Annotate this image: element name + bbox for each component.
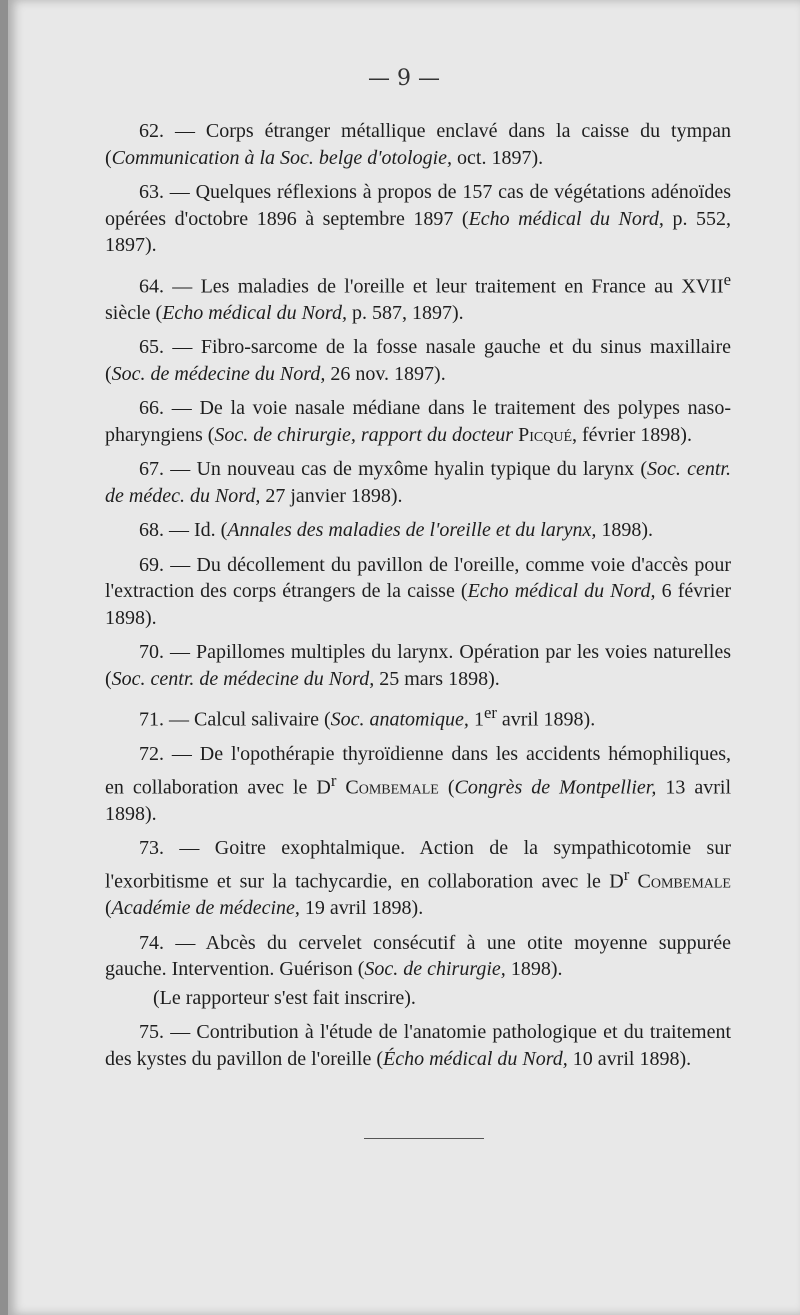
- entry-68: [105, 517, 731, 544]
- entry-62: [105, 118, 731, 171]
- entry-text: (: [105, 897, 112, 920]
- entry-number: 65. —: [139, 336, 193, 359]
- entry-text: 1: [468, 708, 484, 731]
- entry-number: 62. —: [139, 120, 195, 142]
- entry-text: 26 nov. 1897).: [325, 362, 446, 385]
- superscript: r: [330, 770, 337, 790]
- entry-text: De la voie nasale médiane dans le traitement des polypes naso-pharyngiens (: [105, 397, 731, 446]
- entry-text: Du décollement du pavillon de l'oreille, comme voie d'accès pour l'extraction des corps étrangers de la caisse (: [105, 553, 732, 603]
- entry-source: Soc. centr. de médec. du Nord,: [105, 458, 731, 507]
- entry-source: Écho médical du Nord,: [383, 1047, 568, 1070]
- entry-text: siècle (: [105, 301, 163, 324]
- entry-74-note: (Le rapporteur s'est fait inscrire).: [153, 986, 416, 1009]
- entry-75: [105, 1019, 731, 1072]
- entry-text: p. 552, 1897).: [105, 207, 731, 256]
- entry-text: Quelques réflexions à propos de 157 cas de végétations adénoïdes opérées d'octobre 1896 à septembre 1897 (: [105, 181, 731, 230]
- entry-text: De l'opothérapie thyroïdienne dans les accidents hémophiliques, en collaboration avec le D: [105, 743, 731, 799]
- entry-number: 63. —: [139, 181, 190, 203]
- entry-70: [105, 639, 731, 692]
- entry-text: 27 janvier 1898).: [260, 484, 403, 507]
- entry-number: 72. —: [139, 743, 192, 766]
- entry-source: Soc. anatomique,: [330, 708, 469, 731]
- document-page: [8, 0, 800, 1315]
- entry-text: 10 avril 1898).: [567, 1047, 692, 1070]
- entry-text: oct. 1897).: [452, 146, 544, 169]
- entry-number: 68. —: [139, 519, 189, 542]
- entry-text: Corps étranger métallique enclavé dans la caisse du tympan (: [105, 120, 732, 169]
- entry-source: Echo médical du Nord,: [162, 301, 347, 324]
- entry-64: [105, 267, 731, 327]
- entry-text: 1898).: [596, 519, 654, 542]
- entry-74: [105, 930, 731, 983]
- entry-71: [105, 700, 731, 733]
- entry-source: Académie de médecine,: [111, 897, 300, 920]
- entry-number: 64. —: [139, 275, 193, 298]
- entry-67: [105, 456, 731, 509]
- entry-text: p. 587, 1897).: [346, 301, 464, 324]
- entry-source: Communication à la Soc. belge d'otologie,: [111, 146, 453, 169]
- entry-number: 75. —: [139, 1021, 191, 1044]
- entry-text: avril 1898).: [496, 708, 596, 731]
- entry-number: 67. —: [139, 458, 191, 481]
- entry-source: Echo médical du Nord,: [468, 207, 664, 230]
- entry-text: Abcès du cervelet consécutif à une otite moyenne suppurée gauche. Intervention. Guérison (: [105, 931, 732, 981]
- entry-source: Congrès de Montpellier,: [454, 776, 657, 799]
- entry-66: [105, 395, 731, 448]
- bibliography-list: [105, 118, 731, 1080]
- entry-text: Les maladies de l'oreille et leur traitement en France au XVII: [192, 275, 724, 298]
- entry-text: 6 février 1898).: [105, 580, 731, 629]
- entry-source: Echo médical du Nord,: [467, 580, 656, 603]
- author-name: Combemale: [629, 870, 731, 893]
- entry-text: Id. (: [189, 519, 228, 542]
- entry-source: Soc. de médecine du Nord,: [111, 362, 326, 385]
- entry-text: Goitre exophtalmique. Action de la sympathicotomie sur l'exorbitisme et sur la tachycardie, en collaboration avec le D: [105, 837, 731, 893]
- entry-text: Contribution à l'étude de l'anatomie pathologique et du traitement des kystes du pavillon de l'oreille (: [105, 1021, 732, 1070]
- superscript: r: [623, 864, 630, 884]
- entry-number: 66. —: [139, 397, 192, 420]
- entry-text: 13 avril 1898).: [105, 776, 732, 825]
- entry-text: 25 mars 1898).: [374, 667, 500, 690]
- entry-number: 73. —: [139, 837, 200, 860]
- entry-source: Soc. de chirurgie, rapport du docteur: [214, 423, 514, 446]
- entry-text: Papillomes multiples du larynx. Opération par les voies naturelles (: [105, 641, 732, 690]
- closing-rule: [364, 1138, 484, 1139]
- entry-number: 74. —: [139, 931, 196, 954]
- author-name: Combemale: [336, 776, 439, 799]
- entry-63: [105, 179, 731, 259]
- entry-text: Fibro-sarcome de la fosse nasale gauche et du sinus maxillaire (: [105, 336, 732, 385]
- entry-source: Annales des maladies de l'oreille et du larynx,: [227, 519, 597, 542]
- entry-69: [105, 552, 731, 632]
- entry-text: Un nouveau cas de myxôme hyalin typique du larynx (: [190, 458, 647, 481]
- entry-text: février 1898).: [577, 423, 692, 446]
- entry-73: [105, 835, 731, 921]
- entry-number: 71. —: [139, 708, 189, 731]
- entry-72: [105, 741, 731, 827]
- entry-text: 1898).: [505, 958, 563, 981]
- page-number: — 9 —: [368, 66, 440, 91]
- superscript: e: [723, 269, 731, 289]
- entry-text: 19 avril 1898).: [299, 897, 424, 920]
- entry-text: Calcul salivaire (: [189, 708, 331, 731]
- entry-65: [105, 334, 731, 387]
- entry-source: Soc. de chirurgie,: [364, 958, 506, 981]
- entry-text: (: [438, 776, 455, 799]
- entry-number: 69. —: [139, 553, 191, 576]
- entry-number: 70. —: [139, 641, 190, 664]
- entry-source: Soc. centr. de médecine du Nord,: [111, 667, 375, 690]
- author-name: Picqué,: [513, 423, 577, 446]
- superscript: er: [483, 703, 497, 723]
